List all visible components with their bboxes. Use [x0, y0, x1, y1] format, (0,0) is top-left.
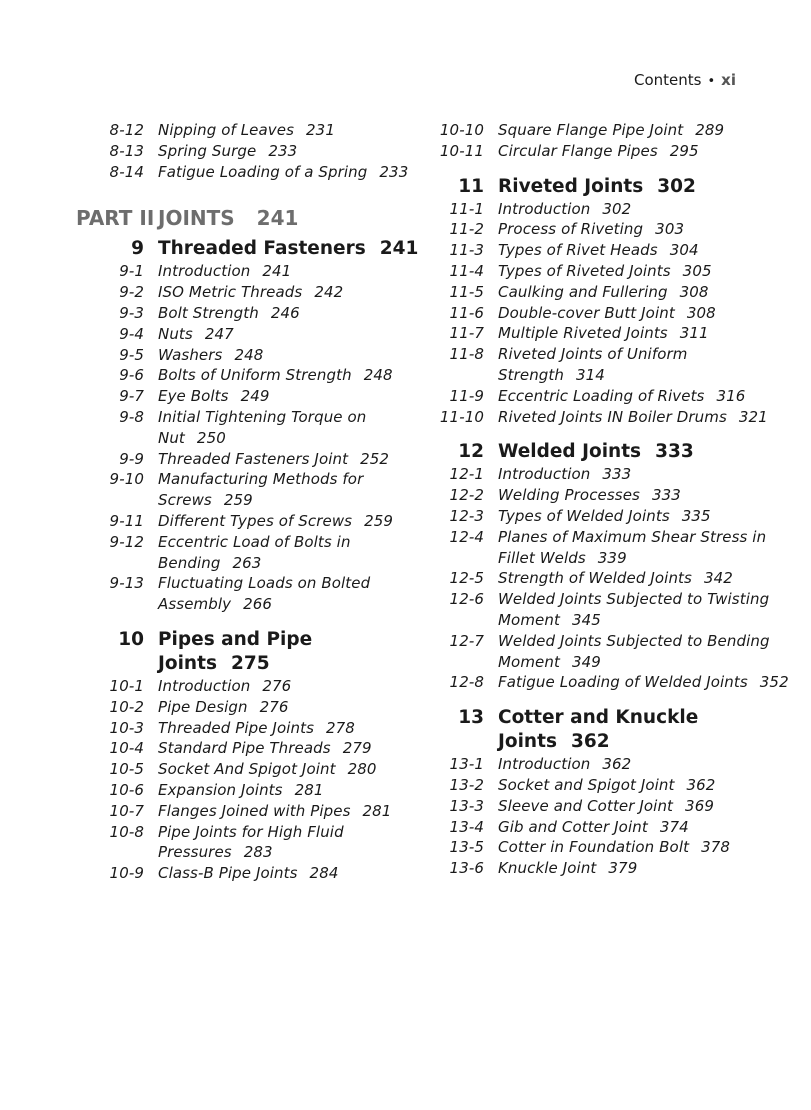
toc-column-right	[430, 120, 790, 879]
chapter-title-group	[498, 440, 694, 464]
section-page: 303	[655, 220, 685, 239]
section-title: Nipping of Leaves	[158, 121, 295, 139]
section-title-group	[158, 718, 420, 739]
section-title-group	[158, 697, 420, 718]
chapter-heading[interactable]	[430, 440, 790, 464]
section-number: 10-2	[109, 697, 144, 716]
section-title: Nuts	[158, 324, 193, 343]
section-title-group	[158, 407, 420, 449]
toc-entry[interactable]	[60, 365, 420, 386]
section-page: 241	[262, 262, 292, 281]
section-title: Spring Surge	[158, 141, 257, 160]
section-page: 289	[695, 121, 725, 139]
chapter-heading[interactable]	[60, 628, 420, 676]
section-title: Caulking and Fullering	[498, 282, 668, 301]
section-number: 12-7	[449, 631, 484, 650]
section-page: 379	[608, 859, 638, 878]
chapter-title-group	[158, 237, 418, 261]
section-page: 281	[362, 801, 392, 820]
section-number: 9-5	[119, 345, 144, 364]
section-title: Threaded Fasteners Joint	[158, 449, 349, 468]
section-page: 362	[602, 755, 632, 774]
section-number: 10-10	[439, 121, 484, 139]
part-title-group	[158, 204, 298, 232]
section-title: Manufacturing Methods for Screws	[158, 470, 364, 510]
section-number: 9-7	[119, 387, 144, 406]
section-number: 13-6	[449, 859, 484, 878]
section-number: 10-6	[109, 780, 144, 799]
section-page: 333	[602, 465, 632, 484]
section-number: 13-1	[449, 755, 484, 774]
section-title-group	[158, 282, 420, 303]
part-heading[interactable]	[60, 204, 420, 232]
section-number: 9-12	[109, 532, 144, 551]
toc-entry[interactable]	[430, 344, 790, 386]
toc-entry[interactable]	[430, 386, 790, 407]
section-title-group	[498, 817, 790, 838]
section-title-group	[498, 282, 790, 303]
section-title: Process of Riveting	[498, 220, 644, 239]
section-title-group	[158, 365, 420, 386]
toc-entry[interactable]	[430, 485, 790, 506]
section-title-group	[158, 261, 420, 282]
toc-entry[interactable]	[430, 303, 790, 324]
toc-entry[interactable]	[430, 589, 790, 631]
section-page: 248	[363, 366, 393, 385]
section-number: 11-4	[449, 261, 484, 280]
section-title: Sleeve and Cotter Joint	[498, 796, 674, 815]
section-title: Welding Processes	[498, 486, 640, 505]
chapter-heading[interactable]	[430, 175, 790, 199]
toc-entry[interactable]	[60, 759, 420, 780]
section-title: Eccentric Loading of Rivets	[498, 386, 705, 405]
toc-entry[interactable]	[430, 407, 790, 428]
section-title: Introduction	[158, 262, 251, 281]
section-title: Pipe Joints for High Fluid Pressures	[158, 822, 344, 862]
section-title-group	[498, 199, 790, 220]
section-title-group	[498, 261, 790, 282]
section-page: 231	[306, 121, 335, 139]
toc-entry[interactable]	[430, 837, 790, 858]
section-number: 10-9	[109, 864, 144, 883]
section-number: 9-10	[109, 470, 144, 489]
chapter-title-group	[158, 628, 420, 676]
section-title: Riveted Joints of Uniform Strength	[498, 345, 688, 384]
section-page: 242	[314, 283, 344, 302]
toc-entry[interactable]	[430, 506, 790, 527]
section-title-group	[158, 822, 420, 864]
section-title-group	[158, 449, 420, 470]
section-page: 280	[347, 760, 377, 779]
section-title: Washers	[158, 345, 223, 364]
section-title-group	[158, 738, 420, 759]
section-title: Class-B Pipe Joints	[158, 864, 298, 883]
section-title-group	[498, 303, 790, 324]
section-number: 10-11	[439, 141, 484, 160]
toc-column-left	[60, 120, 420, 884]
toc-entry[interactable]	[60, 303, 420, 324]
section-title: Expansion Joints	[158, 780, 283, 799]
section-number: 9-9	[119, 449, 144, 468]
section-title-group	[498, 754, 790, 775]
section-page: 247	[204, 324, 234, 343]
section-page: 246	[270, 303, 300, 322]
toc-entry[interactable]	[60, 822, 420, 864]
toc-entry[interactable]	[430, 199, 790, 220]
section-number: 11-9	[449, 386, 484, 405]
chapter-title-group	[498, 175, 696, 199]
section-title-group	[158, 863, 420, 884]
section-page: 278	[326, 718, 355, 737]
section-title-group	[158, 345, 420, 366]
section-title: Introduction	[158, 676, 251, 695]
section-page: 314	[576, 365, 605, 384]
section-title-group	[158, 303, 420, 324]
chapter-title: Riveted Joints	[498, 175, 644, 197]
section-number: 11-5	[449, 282, 484, 301]
spacer	[60, 615, 420, 623]
section-title: Initial Tightening Torque on Nut	[158, 407, 367, 447]
section-title-group	[158, 511, 420, 532]
section-page: 266	[243, 595, 273, 614]
section-title-group	[498, 858, 790, 879]
section-title: Riveted Joints IN Boiler Drums	[498, 407, 727, 426]
section-title: Different Types of Screws	[158, 511, 353, 530]
section-number: 10-7	[109, 801, 144, 820]
section-title-group	[498, 589, 790, 631]
toc-entry[interactable]	[430, 672, 790, 693]
section-number: 12-5	[449, 569, 484, 588]
spacer	[430, 693, 790, 701]
section-number: 10-4	[109, 739, 144, 758]
section-page: 249	[240, 387, 270, 406]
section-page: 305	[682, 261, 712, 280]
chapter-number: 9	[131, 238, 144, 260]
section-title-group	[158, 324, 420, 345]
toc-entry[interactable]	[430, 527, 790, 569]
toc-entry[interactable]	[60, 676, 420, 697]
section-page: 308	[686, 303, 716, 322]
toc-entry[interactable]	[430, 796, 790, 817]
section-title: Cotter in Foundation Bolt	[498, 838, 690, 857]
toc-entry[interactable]	[60, 120, 420, 141]
section-page: 339	[597, 548, 627, 567]
section-number: 8-12	[109, 121, 144, 139]
section-page: 233	[379, 162, 409, 181]
section-title: Multiple Riveted Joints	[498, 324, 668, 343]
toc-entry[interactable]	[430, 282, 790, 303]
section-title: Circular Flange Pipes	[498, 141, 658, 160]
section-title: Types of Welded Joints	[498, 506, 670, 525]
toc-entry[interactable]	[430, 858, 790, 879]
section-title: Bolt Strength	[158, 303, 259, 322]
section-page: 362	[686, 775, 716, 794]
part-page: 241	[256, 206, 299, 231]
spacer	[430, 427, 790, 435]
section-number: 10-8	[109, 822, 144, 841]
toc-entry[interactable]	[430, 261, 790, 282]
section-page: 316	[716, 386, 746, 405]
section-page: 311	[679, 324, 709, 343]
part-label: PART II	[76, 206, 155, 231]
toc-entry[interactable]	[60, 141, 420, 162]
section-title: Knuckle Joint	[498, 859, 597, 878]
section-title: Eye Bolts	[158, 387, 229, 406]
section-title: Threaded Pipe Joints	[158, 718, 314, 737]
toc-entry[interactable]	[60, 324, 420, 345]
section-title-group	[158, 386, 420, 407]
section-title: Welded Joints Subjected to Twisting Moment	[498, 590, 770, 629]
section-title-group	[498, 506, 790, 527]
section-title-group	[498, 120, 790, 141]
section-page: 342	[703, 569, 733, 588]
section-number: 13-5	[449, 838, 484, 857]
section-title: Strength of Welded Joints	[498, 569, 692, 588]
toc-entry[interactable]	[60, 407, 420, 449]
section-number: 13-2	[449, 775, 484, 794]
section-page: 263	[232, 553, 262, 572]
section-number: 9-13	[109, 574, 144, 593]
toc-entry[interactable]	[430, 240, 790, 261]
section-page: 378	[701, 838, 731, 857]
section-title: Socket And Spigot Joint	[158, 760, 336, 779]
section-page: 295	[669, 141, 699, 160]
section-page: 335	[681, 506, 711, 525]
chapter-number: 13	[458, 707, 484, 729]
chapter-page: 241	[379, 238, 419, 260]
section-number: 9-2	[119, 283, 144, 302]
toc-entry[interactable]	[60, 261, 420, 282]
toc-entry[interactable]	[430, 464, 790, 485]
section-title: Types of Rivet Heads	[498, 241, 658, 260]
section-number: 9-4	[119, 324, 144, 343]
toc-entry[interactable]	[430, 631, 790, 673]
section-number: 11-7	[449, 324, 484, 343]
toc-entry[interactable]	[430, 141, 790, 162]
section-title: Planes of Maximum Shear Stress in Fillet Welds	[498, 527, 767, 567]
chapter-title: Welded Joints	[498, 441, 642, 463]
toc-entry[interactable]	[60, 718, 420, 739]
toc-entry[interactable]	[60, 162, 420, 183]
part-title: JOINTS	[158, 206, 235, 231]
toc-entry[interactable]	[60, 738, 420, 759]
section-title: Square Flange Pipe Joint	[498, 121, 684, 139]
toc-entry[interactable]	[60, 282, 420, 303]
section-number: 9-1	[119, 262, 144, 281]
toc-entry[interactable]	[60, 511, 420, 532]
section-title: Introduction	[498, 465, 591, 484]
section-title: Pipe Design	[158, 697, 248, 716]
section-title-group	[158, 141, 420, 162]
toc-entry[interactable]	[430, 775, 790, 796]
section-title: ISO Metric Threads	[158, 283, 303, 302]
section-title-group	[498, 344, 790, 386]
section-page: 233	[268, 141, 298, 160]
section-title: Fatigue Loading of Welded Joints	[498, 673, 748, 692]
chapter-page: 362	[570, 731, 610, 753]
header-page-number: xi	[721, 71, 736, 89]
chapter-title-group	[498, 706, 790, 754]
section-title-group	[158, 801, 420, 822]
toc-entry[interactable]	[60, 449, 420, 470]
section-title-group	[498, 568, 790, 589]
section-page: 284	[309, 864, 339, 883]
section-page: 252	[360, 449, 390, 468]
toc-entry[interactable]	[60, 573, 420, 615]
section-number: 11-1	[449, 199, 484, 218]
section-title: Gib and Cotter Joint	[498, 817, 648, 836]
section-title-group	[158, 573, 420, 615]
section-number: 11-3	[449, 241, 484, 260]
section-title-group	[498, 323, 790, 344]
section-number: 10-3	[109, 718, 144, 737]
section-page: 374	[659, 817, 689, 836]
section-title-group	[498, 240, 790, 261]
section-title: Introduction	[498, 755, 591, 774]
section-page: 281	[294, 780, 324, 799]
section-number: 10-5	[109, 760, 144, 779]
section-page: 352	[759, 673, 789, 692]
toc-entry[interactable]	[60, 469, 420, 511]
toc-entry[interactable]	[430, 323, 790, 344]
section-number: 10-1	[109, 676, 144, 695]
section-title-group	[498, 219, 790, 240]
section-title-group	[498, 796, 790, 817]
section-number: 8-13	[109, 141, 144, 160]
section-title-group	[498, 407, 790, 428]
chapter-heading[interactable]	[430, 706, 790, 754]
toc-entry[interactable]	[60, 801, 420, 822]
header-separator: •	[707, 74, 716, 89]
section-page: 248	[234, 345, 264, 364]
section-number: 12-3	[449, 506, 484, 525]
section-number: 12-2	[449, 486, 484, 505]
toc-entry[interactable]	[430, 817, 790, 838]
toc-entry[interactable]	[430, 568, 790, 589]
section-title: Fluctuating Loads on Bolted Assembly	[158, 574, 371, 614]
section-page: 308	[679, 282, 709, 301]
toc-entry[interactable]	[60, 532, 420, 574]
section-page: 276	[262, 676, 292, 695]
section-number: 9-8	[119, 407, 144, 426]
chapter-page: 275	[230, 652, 270, 674]
section-number: 8-14	[109, 162, 144, 181]
spacer	[430, 162, 790, 170]
section-number: 11-8	[449, 345, 484, 364]
section-title-group	[498, 837, 790, 858]
toc-entry[interactable]	[430, 754, 790, 775]
section-title: Welded Joints Subjected to Bending Moment	[498, 631, 770, 671]
chapter-title: Threaded Fasteners	[158, 238, 366, 260]
toc-entry[interactable]	[60, 780, 420, 801]
section-title-group	[158, 780, 420, 801]
section-title: Double-cover Butt Joint	[498, 303, 675, 322]
running-header	[634, 71, 736, 89]
section-page: 250	[196, 428, 226, 447]
section-title-group	[498, 386, 790, 407]
section-page: 259	[223, 491, 253, 510]
section-title-group	[498, 464, 790, 485]
chapter-heading[interactable]	[60, 237, 420, 261]
section-title: Introduction	[498, 199, 591, 218]
toc-entry[interactable]	[60, 345, 420, 366]
toc-entry[interactable]	[60, 697, 420, 718]
section-title: Types of Riveted Joints	[498, 261, 671, 280]
toc-entry[interactable]	[60, 386, 420, 407]
toc-entry[interactable]	[60, 863, 420, 884]
section-page: 279	[342, 739, 372, 758]
section-title-group	[498, 775, 790, 796]
section-number: 11-2	[449, 220, 484, 239]
chapter-title: Pipes and Pipe Joints	[158, 628, 313, 674]
toc-entry[interactable]	[430, 120, 790, 141]
section-title-group	[498, 527, 790, 569]
section-page: 369	[685, 796, 714, 815]
section-number: 9-6	[119, 366, 144, 385]
section-page: 302	[602, 199, 632, 218]
section-page: 304	[669, 241, 699, 260]
section-title-group	[158, 759, 420, 780]
section-number: 13-3	[449, 796, 484, 815]
section-title: Eccentric Load of Bolts in Bending	[158, 532, 351, 572]
chapter-title: Cotter and Knuckle Joints	[498, 707, 699, 753]
chapter-number: 10	[118, 628, 144, 650]
section-title-group	[158, 532, 420, 574]
section-title-group	[498, 141, 790, 162]
section-number: 9-3	[119, 303, 144, 322]
section-page: 333	[651, 486, 681, 505]
chapter-number: 12	[458, 441, 484, 463]
chapter-page: 302	[657, 175, 696, 197]
section-title-group	[158, 676, 420, 697]
section-title-group	[158, 162, 420, 183]
section-title-group	[158, 469, 420, 511]
section-number: 13-4	[449, 817, 484, 836]
toc-entry[interactable]	[430, 219, 790, 240]
section-number: 12-8	[449, 673, 484, 692]
section-page: 259	[364, 511, 394, 530]
section-number: 11-6	[449, 303, 484, 322]
section-title-group	[498, 631, 790, 673]
header-title: Contents	[634, 71, 702, 89]
section-title: Fatigue Loading of a Spring	[158, 162, 368, 181]
section-number: 12-6	[449, 590, 484, 609]
section-title: Standard Pipe Threads	[158, 739, 331, 758]
chapter-page: 333	[655, 441, 694, 463]
section-title-group	[498, 485, 790, 506]
section-page: 345	[571, 610, 601, 629]
section-page: 349	[571, 652, 601, 671]
section-title: Bolts of Uniform Strength	[158, 366, 352, 385]
section-title-group	[498, 672, 790, 693]
section-page: 321	[738, 407, 768, 426]
section-title: Socket and Spigot Joint	[498, 775, 675, 794]
section-page: 276	[259, 697, 289, 716]
section-number: 11-10	[439, 407, 484, 426]
section-number: 12-1	[449, 465, 484, 484]
section-number: 12-4	[449, 527, 484, 546]
section-title: Flanges Joined with Pipes	[158, 801, 351, 820]
chapter-number: 11	[458, 175, 484, 197]
section-page: 283	[243, 843, 273, 862]
section-number: 9-11	[109, 511, 144, 530]
section-title-group	[158, 120, 420, 141]
